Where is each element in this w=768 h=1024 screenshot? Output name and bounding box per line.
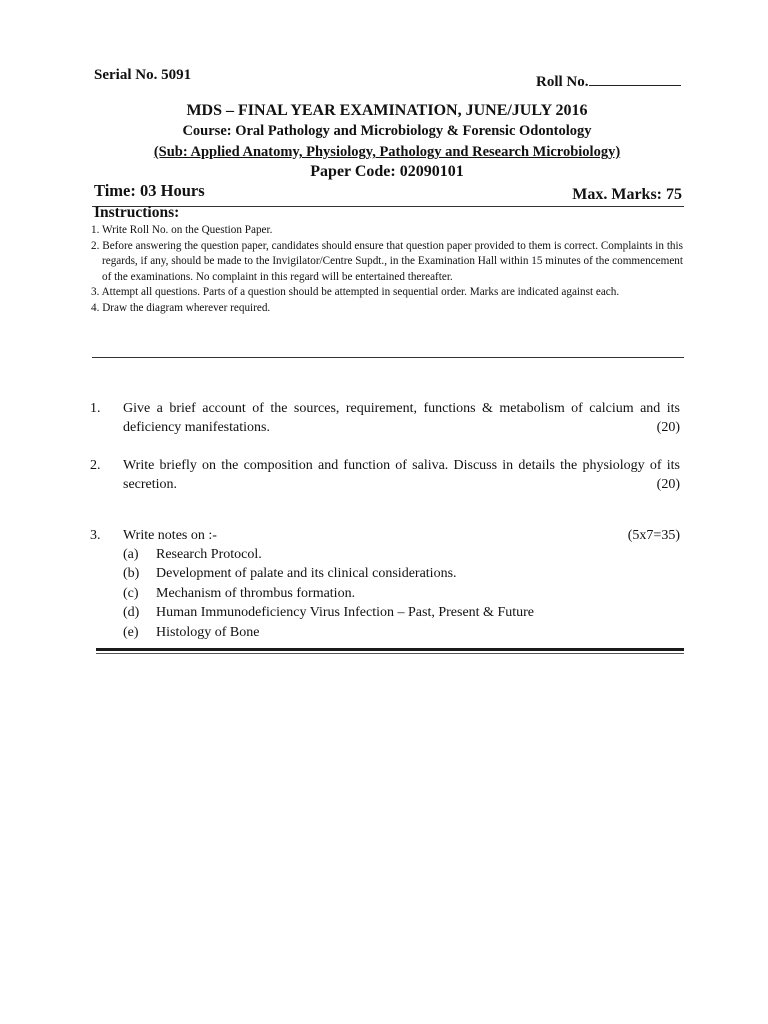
paper-code: Paper Code: 02090101 — [310, 163, 464, 180]
max-marks: Max. Marks: 75 — [572, 186, 682, 203]
divider-instructions — [92, 357, 684, 358]
question-marks: (20) — [656, 477, 680, 492]
roll-number-label: Roll No. — [536, 74, 589, 90]
end-rule-thin — [96, 653, 684, 654]
serial-number: Serial No. 5091 — [94, 67, 192, 83]
question-part — [123, 564, 680, 583]
question-parts — [123, 545, 680, 642]
instruction-item: 1. Write Roll No. on the Question Paper. — [91, 224, 273, 236]
roll-number-blank — [589, 73, 681, 86]
exam-title: MDS – FINAL YEAR EXAMINATION, JUNE/JULY 2016 — [186, 102, 588, 119]
question-number: 2. — [90, 458, 101, 473]
roll-number-field — [536, 73, 681, 91]
question-3 — [90, 526, 680, 642]
question-number: 1. — [90, 401, 101, 416]
question-marks: (20) — [656, 420, 680, 435]
part-text: Research Protocol. — [156, 547, 262, 562]
question-number: 3. — [90, 528, 101, 543]
question-part — [123, 623, 680, 642]
instructions-list — [91, 223, 683, 317]
question-part — [123, 545, 680, 564]
instruction-item: 3. Attempt all questions. Parts of a question should be attempted in sequential order. Marks are indicated against each. — [91, 286, 620, 299]
end-rule — [96, 648, 684, 651]
instruction-item: 4. Draw the diagram wherever required. — [91, 301, 271, 314]
instructions-heading: Instructions: — [94, 204, 180, 221]
question-text: Give a brief account of the sources, requirement, functions & metabolism of calcium and its deficiency manifestations. — [123, 401, 680, 435]
question-part — [123, 603, 680, 622]
question-1 — [90, 399, 680, 437]
part-letter: (d) — [123, 605, 140, 621]
subject-name: (Sub: Applied Anatomy, Physiology, Pathology and Research Microbiology) — [153, 144, 621, 160]
course-name: Course: Oral Pathology and Microbiology & Forensic Odontology — [182, 123, 592, 139]
part-letter: (c) — [123, 585, 139, 601]
exam-time: Time: 03 Hours — [94, 181, 205, 200]
part-letter: (a) — [123, 547, 139, 562]
question-part — [123, 584, 680, 603]
part-letter: (e) — [123, 624, 139, 640]
divider-top — [92, 206, 684, 207]
question-text: Write briefly on the composition and function of saliva. Discuss in details the physiology of its secretion. — [123, 458, 680, 492]
part-text: Mechanism of thrombus formation. — [156, 585, 356, 601]
part-text: Human Immunodeficiency Virus Infection – Past, Present & Future — [156, 605, 534, 621]
instruction-item: 2. Before answering the question paper, candidates should ensure that question paper provided to them is correct. Complaints in this regards, if any, should be made to the Invigilator/Centre Supdt., in the Examination Hall within 15 minutes of the commencement of the examinations. No complaint in this regard will be entertained thereafter. — [91, 239, 683, 283]
question-text: Write notes on :- — [123, 528, 217, 543]
part-letter: (b) — [123, 566, 140, 582]
question-2 — [90, 456, 680, 494]
question-marks: (5x7=35) — [627, 528, 680, 543]
part-text: Histology of Bone — [156, 624, 260, 640]
part-text: Development of palate and its clinical considerations. — [156, 566, 457, 582]
